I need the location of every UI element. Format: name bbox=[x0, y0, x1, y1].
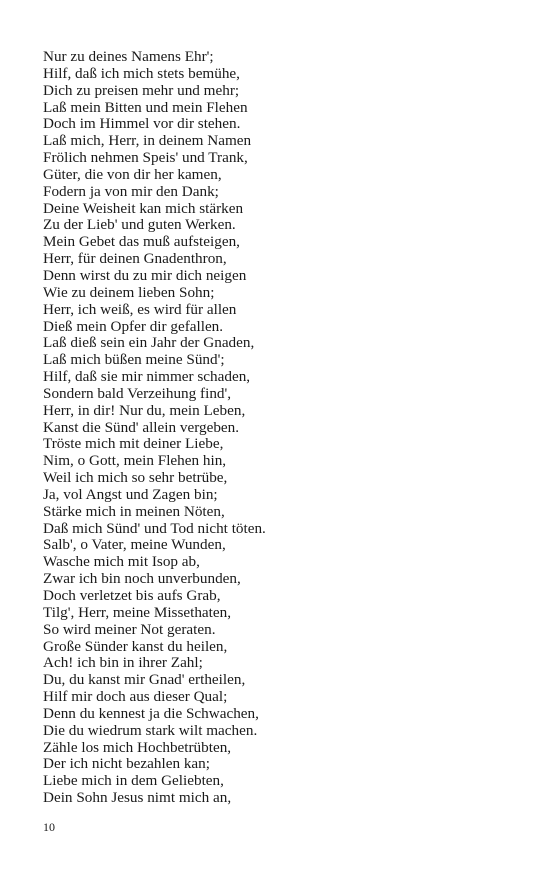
poem-line: Laß mich büßen meine Sünd'; bbox=[43, 351, 225, 369]
poem-line: Tilg', Herr, meine Missethaten, bbox=[43, 603, 232, 621]
page-number: 10 bbox=[43, 820, 55, 834]
poem-line: Dich zu preisen mehr und mehr; bbox=[43, 81, 240, 99]
poem-line: Doch im Himmel vor dir stehen. bbox=[43, 115, 241, 133]
poem-line: Salb', o Vater, meine Wunden, bbox=[43, 536, 226, 554]
poem-line: Du, du kanst mir Gnad' ertheilen, bbox=[43, 671, 246, 689]
poem-line: Deine Weisheit kan mich stärken bbox=[43, 199, 244, 217]
poem-line: Frölich nehmen Speis' und Trank, bbox=[43, 149, 248, 167]
poem-line: Wasche mich mit Isop ab, bbox=[43, 553, 200, 571]
poem-line: So wird meiner Not geraten. bbox=[43, 620, 216, 638]
poem-line: Herr, für deinen Gnadenthron, bbox=[43, 250, 227, 268]
poem-line: Hilf mir doch aus dieser Qual; bbox=[43, 688, 228, 706]
poem-line: Nur zu deines Namens Ehr'; bbox=[43, 48, 214, 65]
poem-line: Liebe mich in dem Geliebten, bbox=[43, 772, 224, 790]
poem-line: Sondern bald Verzeihung find', bbox=[43, 384, 232, 402]
poem-line: Güter, die von dir her kamen, bbox=[43, 165, 222, 183]
poem-line: Laß mein Bitten und mein Flehen bbox=[43, 98, 248, 116]
poem-line: Hilf, daß ich mich stets bemühe, bbox=[43, 64, 240, 82]
poem-line: Kanst die Sünd' allein vergeben. bbox=[43, 418, 240, 436]
poem-line: Denn wirst du zu mir dich neigen bbox=[43, 266, 247, 284]
poem-line: Zähle los mich Hochbetrübten, bbox=[43, 738, 232, 756]
poem-line: Mein Gebet das muß aufsteigen, bbox=[43, 233, 240, 251]
poem-line: Zwar ich bin noch unverbunden, bbox=[43, 570, 241, 588]
poem-line: Ach! ich bin in ihrer Zahl; bbox=[43, 654, 203, 672]
poem-line: Laß dieß sein ein Jahr der Gnaden, bbox=[43, 334, 255, 352]
poem-line: Daß mich Sünd' und Tod nicht töten. bbox=[43, 519, 266, 537]
poem-line: Dein Sohn Jesus nimt mich an, bbox=[43, 789, 232, 807]
poem-text bbox=[43, 49, 266, 807]
poem-line: Ja, vol Angst und Zagen bin; bbox=[43, 485, 218, 503]
poem-line: Hilf, daß sie mir nimmer schaden, bbox=[43, 368, 251, 386]
poem-line: Fodern ja von mir den Dank; bbox=[43, 182, 219, 200]
poem-line: Stärke mich in meinen Nöten, bbox=[43, 502, 225, 520]
poem-line: Herr, ich weiß, es wird für allen bbox=[43, 300, 237, 318]
poem-line: Denn du kennest ja die Schwachen, bbox=[43, 704, 259, 722]
poem-line: Wie zu deinem lieben Sohn; bbox=[43, 283, 215, 301]
poem-line: Der ich nicht bezahlen kan; bbox=[43, 755, 210, 773]
poem-line: Dieß mein Opfer dir gefallen. bbox=[43, 317, 224, 335]
poem-line: Herr, in dir! Nur du, mein Leben, bbox=[43, 401, 246, 419]
poem-line: Tröste mich mit deiner Liebe, bbox=[43, 435, 224, 453]
poem-line: Große Sünder kanst du heilen, bbox=[43, 637, 228, 655]
poem-line: Die du wiedrum stark wilt machen. bbox=[43, 721, 258, 739]
poem-line: Laß mich, Herr, in deinem Namen bbox=[43, 132, 252, 150]
poem-line: Weil ich mich so sehr betrübe, bbox=[43, 469, 228, 487]
poem-line: Nim, o Gott, mein Flehen hin, bbox=[43, 452, 227, 470]
poem-line: Zu der Lieb' und guten Werken. bbox=[43, 216, 236, 234]
poem-line: Doch verletzet bis aufs Grab, bbox=[43, 587, 221, 604]
